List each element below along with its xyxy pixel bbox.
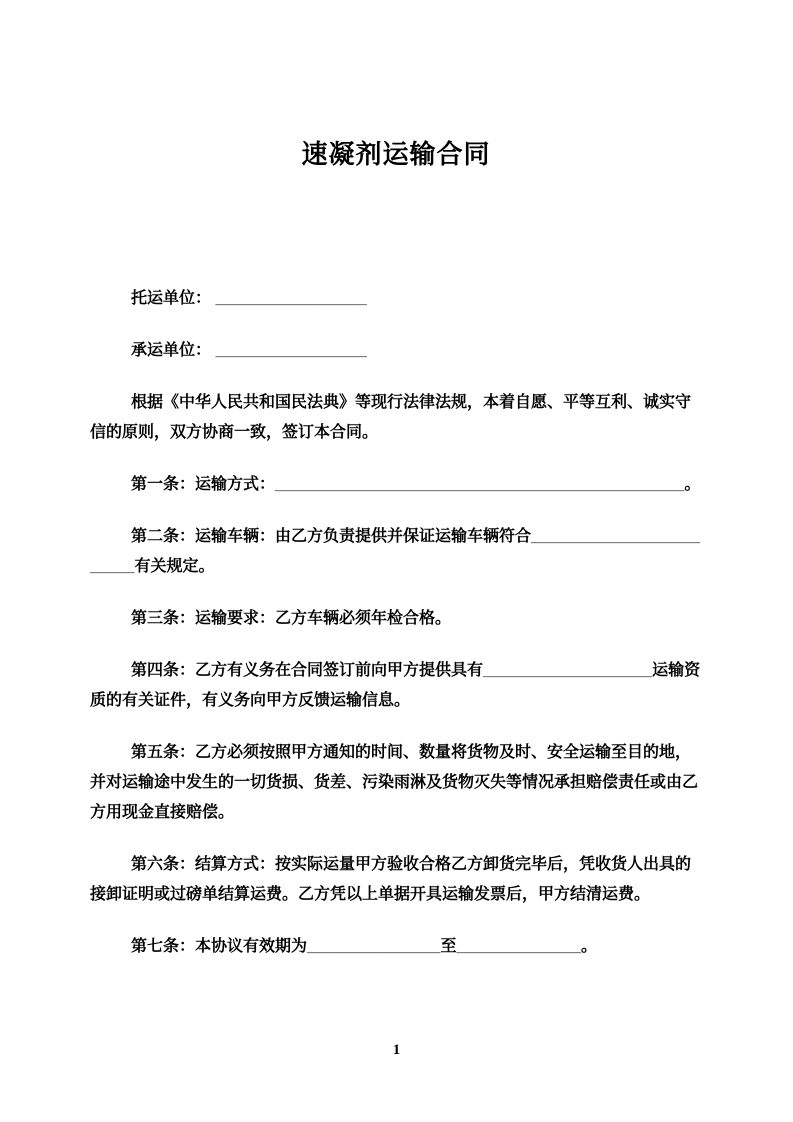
article-4-paragraph: 第四条：乙方有义务在合同签订前向甲方提供具有___________________运输资质的有关证件，有义务向甲方反馈运输信息。 [90,662,701,709]
consignor-line: 托运单位： _________________ [131,290,367,307]
article-5-paragraph: 第五条：乙方必须按照甲方通知的时间、数量将货物及时、安全运输至目的地，并对运输途中发生的一切货损、货差、污染雨淋及货物灭失等情况承担赔偿责任或由乙方用现金直接赔偿。 [90,744,699,821]
page-number: 1 [392,1042,401,1058]
carrier-line: 承运单位： _________________ [131,342,367,359]
article-3-paragraph: 第三条：运输要求：乙方车辆必须年检合格。 [131,610,452,627]
article-6-paragraph: 第六条：结算方式：按实际运量甲方验收合格乙方卸货完毕后，凭收货人出具的接卸证明或过磅单结算运费。乙方凭以上单据开具运输发票后，甲方结清运费。 [90,856,692,903]
article-1-paragraph: 第一条：运输方式：______________________________________________。 [131,476,701,493]
preamble-paragraph: 根据《中华人民共和国民法典》等现行法律法规，本着自愿、平等互利、诚实守信的原则，双方协商一致，签订本合同。 [90,394,692,441]
article-2-paragraph: 第二条：运输车辆：由乙方负责提供并保证运输车辆符合________________________有关规定。 [90,528,701,575]
article-7-paragraph: 第七条：本协议有效期为_______________至______________。 [131,938,598,955]
page-title: 速凝剂运输合同 [301,139,491,169]
page-content [0,136,793,962]
